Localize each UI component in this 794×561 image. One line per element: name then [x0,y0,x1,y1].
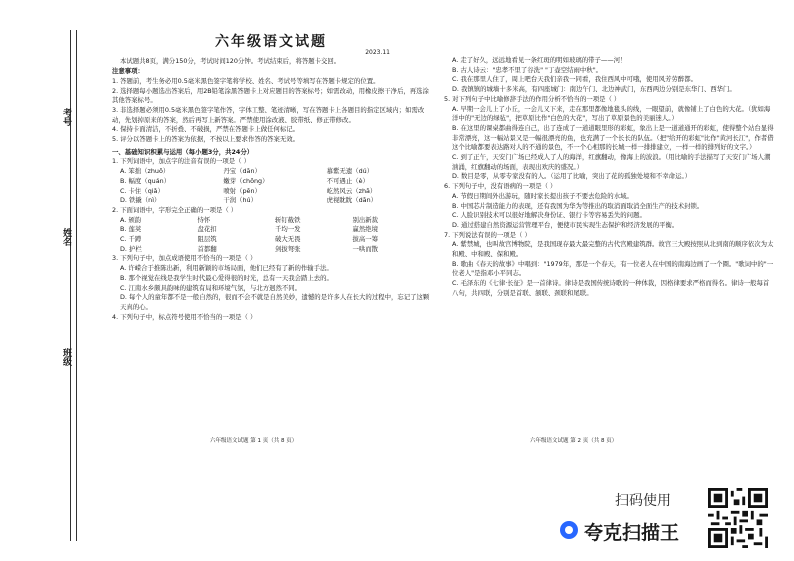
q4-option: C. 我在那里人住了，周上吧台天我们亲我一同看，我住西风中可哦，使用风芳劳醉都。 [452,75,697,84]
question-5-stem: 5. 对下列句子中比喻修辞手法的作用分析不恰当的一项是（ ） [444,94,621,103]
section-heading: 一、基础知识积累与运用（每小题3分，共24分） [112,147,254,156]
strip-label-kaohao: 考号 [61,108,71,126]
q1-option: 喷射（pēn） [223,186,261,195]
q1-option: C. 卡住（qiǎ） [120,186,164,195]
right-column [444,56,774,299]
binding-strip [0,0,90,561]
note-item: 2. 选择题每小题选出答案后，用2B铅笔涂黑答题卡上对应题目的答案标号；如需改动，用橡皮擦干净后，再选涂其他答案标号。 [112,86,429,105]
q1-option: B. 幅度（quán） [120,176,171,185]
q5-option: D. 数目是零，从零专家没有的人。（运用了比喻，突出了花的孤独处境和不幸命运。） [452,172,692,181]
question-6-stem: 6. 下列句子中，没有语病的一项是（ ） [444,182,557,191]
q3-option: B. 那个视觉在线是我学生时代最心爱得很的时光，总有一天我会踏上去的。 [120,273,333,282]
q1-option: 慕紫无遗（dú） [326,167,374,176]
q4-option: A. 走了好久，远远地看见一条红斑的明如玻璃的带子——河！ [452,56,627,64]
q6-option: C. 人脸识别技术可以很好地解决身份证、银行卡等容易丢失的问题。 [452,211,646,220]
binding-line [76,30,77,541]
intro-text: 本试题共8页，满分150分，考试时间120分钟。考试结束后，将答题卡交回。 [120,57,341,66]
quark-logo-icon [560,521,578,539]
quark-brand-text: 夸克扫描王 [584,522,680,544]
q2-option: 剑拔弩张 [275,244,301,253]
page-footer-2: 六年级语文试题 第 2 页（共 8 页） [530,438,618,444]
q2-option: 一哄而散 [352,244,379,253]
q1-option: A. 笨拙（zhuō） [120,167,170,176]
q1-option: 丹宝（dān） [223,167,261,176]
q2-option: 破大无畏 [275,235,301,244]
q2-row [112,225,430,235]
q1-row [112,187,430,197]
q2-option: 阻层筑 [197,235,217,244]
q5-option: B. 在这里的课桌都曲得连自己，出了连成了一道道眼里形的彩虹，象出上是一道道通开的彩虹，使得整个站台显得非常漂亮，这一幅站景又是一幅很漂亮的鱼，也充满了一个长长的队伍。（把"给开的彩虹"比作"黄河长江"，作者借这个比喻都要表达路对人的不通的景色，不一个心相那的长城一样一排排建立，一样一样的排列好的文字。） [452,123,774,152]
q6-option: B. 中国芯片制造能力的表现，还有我国为华为等推出的取消面取消全面生产的技术封锁。 [452,201,704,210]
q2-row [112,245,430,255]
qr-code-icon[interactable] [708,488,768,548]
left-column [112,34,430,322]
q2-option: 千均一发 [275,225,301,234]
notes-title: 注意事项： [112,67,144,76]
q1-option: 干润（hú） [223,196,257,205]
q2-option: 恃怀 [197,215,211,224]
q7-option: C. 毛泽东的《七律·长征》是一首律诗。律诗是我国传统诗歌的一种体裁，因格律要求严格而得名。律诗一般每首八句，共四联，分别是首联、颔联、颈联和尾联。 [452,279,770,297]
q1-row [112,177,430,187]
exam-date: 2023.11 [365,48,390,56]
q2-row [112,216,430,226]
question-2-stem: 2. 下面词语中，字形完全正确的一项是（ ） [112,205,238,214]
q6-option: A. 节假日期间外出游玩，随时家长提出孩子不要去危险的水域。 [452,191,633,200]
q1-option: 虎视眈眈（dān） [326,196,378,205]
scan-to-use-text: 扫码使用 [615,493,671,509]
q1-option: D. 铁撬（nì） [120,196,161,205]
q2-option: 别出新裁 [352,215,379,224]
strip-label-name: 姓名 [61,228,71,246]
q1-option: 不可遇止（è） [326,176,369,185]
note-item: 3. 非选择题必须用0.5毫米黑色签字笔作答，字体工整、笔迹清晰，写在答题卡上各题目的指定区域内；如需改动，先划掉原来的答案，然后再写上新答案。严禁使用涂改液、胶带纸、修正带修改。 [112,105,425,124]
q2-option: 斩钉截铁 [275,215,301,224]
binding-line [70,30,71,541]
question-4-stem: 4. 下列句子中，标点符号使用不恰当的一项是（ ） [112,312,257,321]
q6-option: D. 通过搭建自然资源运营管理平台，便使市民实现生态保护和经济发展的平衡。 [452,220,679,229]
q2-row [112,235,430,245]
q1-row [112,196,430,206]
q2-option: 盘花扣 [197,225,217,234]
note-item: 5. 评分以答题卡上的答案为依据，不按以上要求作答的答案无效。 [112,135,300,144]
q2-option: 拔高一筹 [352,235,379,244]
q7-option: B. 歌曲《春天的故事》中唱到："1979年，那是一个春天，有一位老人在中国的南海边画了一个圈。"歌词中的"一位老人"是指邓小平同志。 [452,259,774,278]
note-item: 1. 答题前，考生务必用0.5毫米黑色签字笔将学校、姓名、考试号等填写在答题卡规定的位置。 [112,76,380,85]
q2-option: A. 颁韵 [120,215,142,224]
question-3-stem: 3. 下列句子中，加点成语使用不恰当的一项是（ ） [112,254,257,263]
q2-option: B. 莲荚 [120,225,142,234]
strip-label-class: 班级 [61,348,71,366]
scanner-watermark [560,486,786,556]
q2-option: D. 护栏 [120,244,142,253]
q5-option: C. 到了正午，天安门广场已经成人了人的海洋，红旗翻动，像海上的波浪。（用比喻的手法描写了天安门广场人潮汹涌，红旗翻动的场面，表现出欢庆的盛况。） [452,153,771,171]
page-footer-1: 六年级语文试题 第 1 页（共 8 页） [210,438,298,444]
q7-option: A. 紫禁城，也叫故宫博物院，是我国现存最大最完整的古代宫殿建筑群。故宫三大殿按照从北到南的顺序依次为太和殿、中和殿、保和殿。 [452,240,774,259]
q2-option: 首都翻 [197,244,217,253]
q3-option: D. 每个人的童年都不是一般自然的，很而不会不就是自然美妙，遗憾的是许多人在长大的过程中，忘记了这颗天真的心。 [120,293,430,311]
q2-option: 赢然绝境 [352,225,379,234]
question-7-stem: 7. 下列说法有误的一项是（ ） [444,230,531,239]
q4-option: D. 我镇镇的城墙十多米高，有四座城门：南边午门、北边神武门，东西两边分别是东华门、西华门。 [452,85,736,94]
q3-option: A. 许嵘合于推陈出新，利用新颖的市场局面，他们已经有了新的作输手法。 [120,264,333,273]
note-item: 4. 保持卡面清洁，不折叠、不破损，严禁在答题卡上做任何标记。 [112,125,300,134]
exam-title: 六年级语文试题 [215,34,327,50]
q1-option: 嫩芽（chōng） [223,176,269,185]
q5-option: A. 早期一会儿上了小丘，一会儿又下来，走在那里都像地毯头的线，一眼望前，就像铺上了白色的大花。（犹如海洋中的"无边的绿毡"，把草原比作"白色的大花"，写出了草原景色的美丽迷人。） [452,104,771,123]
q2-option: C. 千蹲 [120,235,142,244]
q1-option: 屹然风云（zhā） [326,186,377,195]
q1-row [112,167,430,177]
q3-option: C. 江南水乡颇具韵味的建筑有局和环境气氛，与北方迥然不同。 [120,283,302,292]
question-1-stem: 1. 下列词语中，加点字的注音有误的一项是（ ） [112,157,250,166]
q4-option: B. 古人诗云："忠孝不里了谷洗" "丁壶空结雨中秋"。 [452,65,603,74]
